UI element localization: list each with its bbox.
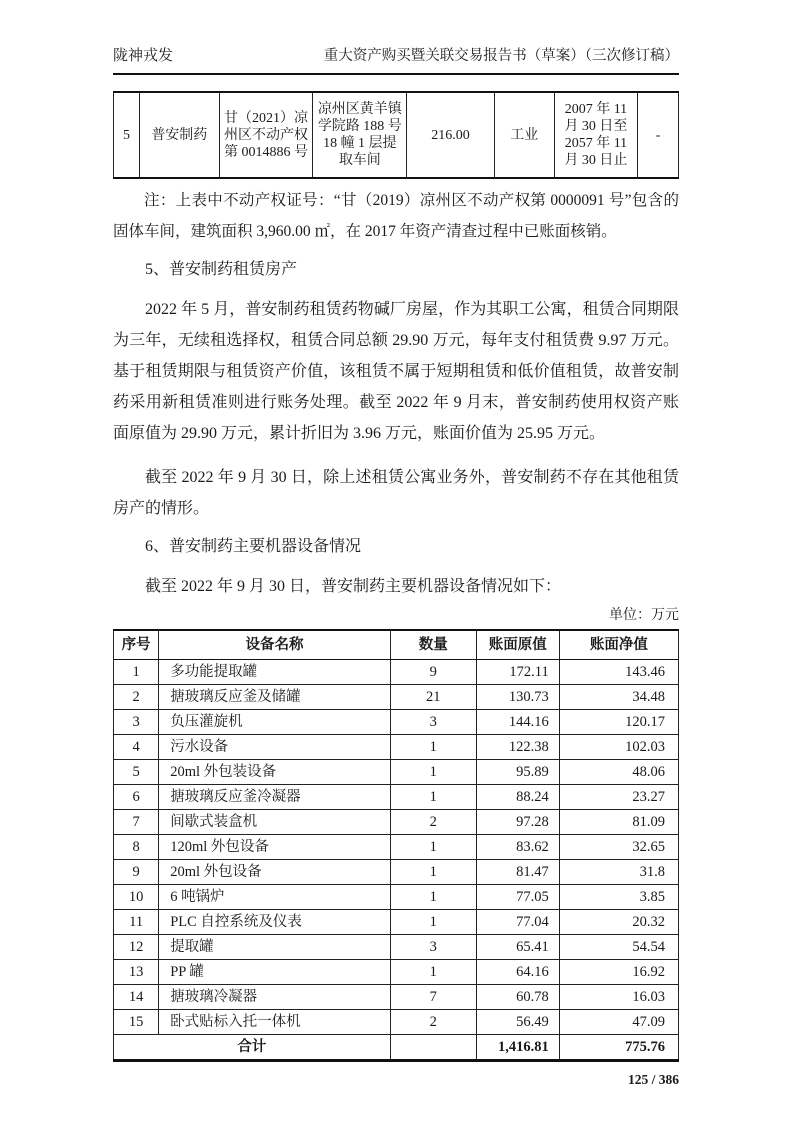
col-header-quantity: 数量 bbox=[390, 630, 476, 660]
cell-seq: 13 bbox=[114, 960, 159, 985]
cell-net: 47.09 bbox=[559, 1010, 678, 1035]
cell-net: 143.46 bbox=[559, 660, 678, 685]
cell-orig: 83.62 bbox=[476, 835, 559, 860]
cell-name: 20ml 外包设备 bbox=[159, 860, 391, 885]
cell-qty: 2 bbox=[390, 1010, 476, 1035]
cell-qty: 1 bbox=[390, 835, 476, 860]
cell-net: 81.09 bbox=[559, 810, 678, 835]
cell-seq: 6 bbox=[114, 785, 159, 810]
cell-name: 120ml 外包设备 bbox=[159, 835, 391, 860]
running-header bbox=[113, 46, 679, 75]
cell-name: 间歇式装盒机 bbox=[159, 810, 391, 835]
lease-paragraph-1: 2022 年 5 月，普安制药租赁药物碱厂房屋，作为其职工公寓，租赁合同期限为三年，无续租选择权，租赁合同总额 29.90 万元，每年支付租赁费 9.97 万元。基于租赁期限与租赁资产价值，该租赁不属于短期租赁和低价值租赁，故普安制药采用新租赁准则进行账务处理。截至 2022 年 9 月末，普安制药使用权资产账面原值为 29.90 万元，累计折旧为 3.96 万元，账面价值为 25.95 万元。 bbox=[113, 301, 679, 442]
cell-name: 搪玻璃反应釜冷凝器 bbox=[159, 785, 391, 810]
equipment-row bbox=[114, 760, 679, 785]
cell-net: 23.27 bbox=[559, 785, 678, 810]
cell-qty: 1 bbox=[390, 760, 476, 785]
header-report-title: 重大资产购买暨关联交易报告书（草案）（三次修订稿） bbox=[323, 48, 679, 64]
cell-seq: 7 bbox=[114, 810, 159, 835]
equipment-row bbox=[114, 735, 679, 760]
cell-orig: 130.73 bbox=[476, 685, 559, 710]
cell-qty: 1 bbox=[390, 910, 476, 935]
cell-orig: 172.11 bbox=[476, 660, 559, 685]
cell-orig: 97.28 bbox=[476, 810, 559, 835]
cell-name: 20ml 外包装设备 bbox=[159, 760, 391, 785]
cell-orig: 77.05 bbox=[476, 885, 559, 910]
unit-label: 单位：万元 bbox=[609, 608, 679, 623]
cell-seq: 9 bbox=[114, 860, 159, 885]
cell-seq: 12 bbox=[114, 935, 159, 960]
cell-orig: 122.38 bbox=[476, 735, 559, 760]
total-label: 合计 bbox=[114, 1035, 391, 1061]
total-quantity bbox=[390, 1035, 476, 1061]
cell-name: 6 吨锅炉 bbox=[159, 885, 391, 910]
cell-seq: 1 bbox=[114, 660, 159, 685]
cell-orig: 64.16 bbox=[476, 960, 559, 985]
cell-net: 102.03 bbox=[559, 735, 678, 760]
cell-seq: 4 bbox=[114, 735, 159, 760]
cell-seq: 5 bbox=[114, 92, 140, 178]
equipment-row bbox=[114, 685, 679, 710]
cell-name: 卧式贴标入托一体机 bbox=[159, 1010, 391, 1035]
equipment-row bbox=[114, 835, 679, 860]
table-footnote: 注：上表中不动产权证号：“甘（2019）凉州区不动产权第 0000091 号”包含的固体车间，建筑面积 3,960.00 ㎡，在 2017 年资产清查过程中已账面核销。 bbox=[113, 192, 679, 240]
cell-net: 34.48 bbox=[559, 685, 678, 710]
cell-orig: 60.78 bbox=[476, 985, 559, 1010]
equipment-row bbox=[114, 960, 679, 985]
cell-orig: 77.04 bbox=[476, 910, 559, 935]
equipment-table-body bbox=[114, 660, 679, 1061]
cell-usage: 工业 bbox=[494, 92, 554, 178]
cell-orig: 95.89 bbox=[476, 760, 559, 785]
cell-area: 216.00 bbox=[407, 92, 495, 178]
cell-mortgage: - bbox=[638, 92, 679, 178]
cell-net: 32.65 bbox=[559, 835, 678, 860]
cell-qty: 3 bbox=[390, 935, 476, 960]
cell-qty: 1 bbox=[390, 785, 476, 810]
cell-qty: 7 bbox=[390, 985, 476, 1010]
cell-net: 120.17 bbox=[559, 710, 678, 735]
col-header-net-value: 账面净值 bbox=[559, 630, 678, 660]
cell-name: 搪玻璃冷凝器 bbox=[159, 985, 391, 1010]
cell-name: 负压灌旋机 bbox=[159, 710, 391, 735]
cell-seq: 14 bbox=[114, 985, 159, 1010]
cell-seq: 11 bbox=[114, 910, 159, 935]
cell-name: 多功能提取罐 bbox=[159, 660, 391, 685]
cell-company: 普安制药 bbox=[139, 92, 219, 178]
cell-qty: 1 bbox=[390, 960, 476, 985]
equipment-row bbox=[114, 710, 679, 735]
cell-qty: 2 bbox=[390, 810, 476, 835]
cell-orig: 56.49 bbox=[476, 1010, 559, 1035]
cell-term: 2007 年 11 月 30 日至 2057 年 11 月 30 日止 bbox=[554, 92, 638, 178]
equipment-row bbox=[114, 860, 679, 885]
cell-net: 16.92 bbox=[559, 960, 678, 985]
cell-seq: 3 bbox=[114, 710, 159, 735]
equipment-table bbox=[113, 629, 679, 1062]
cell-net: 54.54 bbox=[559, 935, 678, 960]
cell-address: 凉州区黄羊镇学院路 188 号 18 幢 1 层提取车间 bbox=[313, 92, 407, 178]
cell-seq: 2 bbox=[114, 685, 159, 710]
col-header-seq: 序号 bbox=[114, 630, 159, 660]
cell-name: PP 罐 bbox=[159, 960, 391, 985]
section-heading-5: 5、普安制药租赁房产 bbox=[145, 261, 298, 278]
cell-seq: 10 bbox=[114, 885, 159, 910]
cell-orig: 81.47 bbox=[476, 860, 559, 885]
cell-name: 污水设备 bbox=[159, 735, 391, 760]
cell-seq: 5 bbox=[114, 760, 159, 785]
cell-qty: 1 bbox=[390, 860, 476, 885]
equipment-row bbox=[114, 935, 679, 960]
cell-qty: 1 bbox=[390, 885, 476, 910]
cell-net: 16.03 bbox=[559, 985, 678, 1010]
equipment-row bbox=[114, 785, 679, 810]
cell-qty: 1 bbox=[390, 735, 476, 760]
cell-name: 搪玻璃反应釜及储罐 bbox=[159, 685, 391, 710]
header-company-name: 陇神戎发 bbox=[113, 48, 174, 64]
cell-net: 48.06 bbox=[559, 760, 678, 785]
equipment-intro-paragraph: 截至 2022 年 9 月 30 日，普安制药主要机器设备情况如下： bbox=[145, 578, 562, 595]
cell-qty: 3 bbox=[390, 710, 476, 735]
equipment-row bbox=[114, 910, 679, 935]
cell-net: 31.8 bbox=[559, 860, 678, 885]
equipment-table-header-row bbox=[114, 630, 679, 660]
section-heading-6: 6、普安制药主要机器设备情况 bbox=[145, 538, 362, 555]
cell-name: 提取罐 bbox=[159, 935, 391, 960]
cell-cert-number: 甘（2021）凉州区不动产权第 0014886 号 bbox=[219, 92, 313, 178]
equipment-row bbox=[114, 885, 679, 910]
col-header-device-name: 设备名称 bbox=[159, 630, 391, 660]
page-number: 125 / 386 bbox=[627, 1072, 679, 1087]
equipment-row bbox=[114, 810, 679, 835]
cell-qty: 9 bbox=[390, 660, 476, 685]
total-net-value: 775.76 bbox=[559, 1035, 678, 1061]
cell-seq: 8 bbox=[114, 835, 159, 860]
equipment-row bbox=[114, 1010, 679, 1035]
cell-orig: 88.24 bbox=[476, 785, 559, 810]
cell-orig: 65.41 bbox=[476, 935, 559, 960]
cell-seq: 15 bbox=[114, 1010, 159, 1035]
col-header-original-value: 账面原值 bbox=[476, 630, 559, 660]
equipment-total-row bbox=[114, 1035, 679, 1061]
property-table bbox=[113, 91, 679, 179]
cell-name: PLC 自控系统及仪表 bbox=[159, 910, 391, 935]
cell-qty: 21 bbox=[390, 685, 476, 710]
cell-net: 20.32 bbox=[559, 910, 678, 935]
cell-net: 3.85 bbox=[559, 885, 678, 910]
equipment-row bbox=[114, 660, 679, 685]
total-original-value: 1,416.81 bbox=[476, 1035, 559, 1061]
property-row bbox=[114, 92, 679, 178]
cell-orig: 144.16 bbox=[476, 710, 559, 735]
equipment-row bbox=[114, 985, 679, 1010]
lease-paragraph-2: 截至 2022 年 9 月 30 日，除上述租赁公寓业务外，普安制药不存在其他租赁房产的情形。 bbox=[113, 469, 679, 517]
